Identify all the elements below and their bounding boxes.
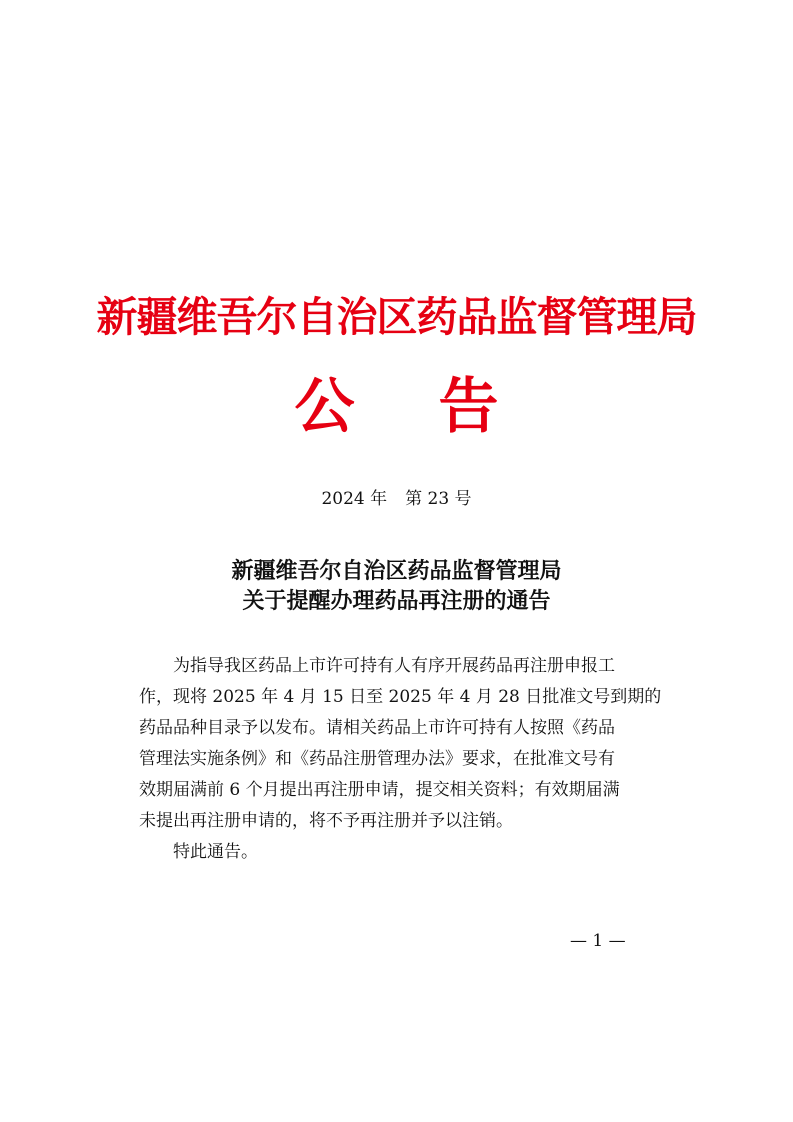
- doc-year: 2024 年: [321, 489, 388, 509]
- body-line: 效期届满前 6 个月提出再注册申请，提交相关资料；有效期届满: [139, 780, 620, 800]
- body-line: 管理法实施条例》和《药品注册管理办法》要求，在批准文号有: [139, 749, 615, 769]
- closing-line: 特此通告。: [173, 842, 258, 862]
- doc-type-char-2: 告: [438, 372, 499, 442]
- notice-body: [139, 651, 662, 868]
- notice-title: [0, 556, 793, 616]
- body-paragraph: [139, 651, 662, 837]
- body-line: 未提出再注册申请的，将不予再注册并予以注销。: [139, 811, 513, 831]
- closing-paragraph: [139, 837, 659, 868]
- document-number: [0, 487, 793, 511]
- body-line: 药品品种目录予以发布。请相关药品上市许可持有人按照《药品: [139, 718, 615, 738]
- body-line: 作，现将 2025 年 4 月 15 日至 2025 年 4 月 28 日批准文号到期的: [139, 687, 662, 707]
- notice-title-line-2: 关于提醒办理药品再注册的通告: [242, 588, 551, 614]
- document-type: [0, 372, 793, 442]
- doc-type-char-1: 公: [294, 372, 355, 442]
- notice-title-line-1: 新疆维吾尔自治区药品监督管理局: [231, 558, 562, 584]
- page-number: — 1 —: [570, 931, 626, 951]
- doc-serial: 第 23 号: [405, 489, 472, 509]
- issuer-name: 新疆维吾尔自治区药品监督管理局: [96, 293, 697, 341]
- body-line: 为指导我区药品上市许可持有人有序开展药品再注册申报工: [173, 656, 615, 676]
